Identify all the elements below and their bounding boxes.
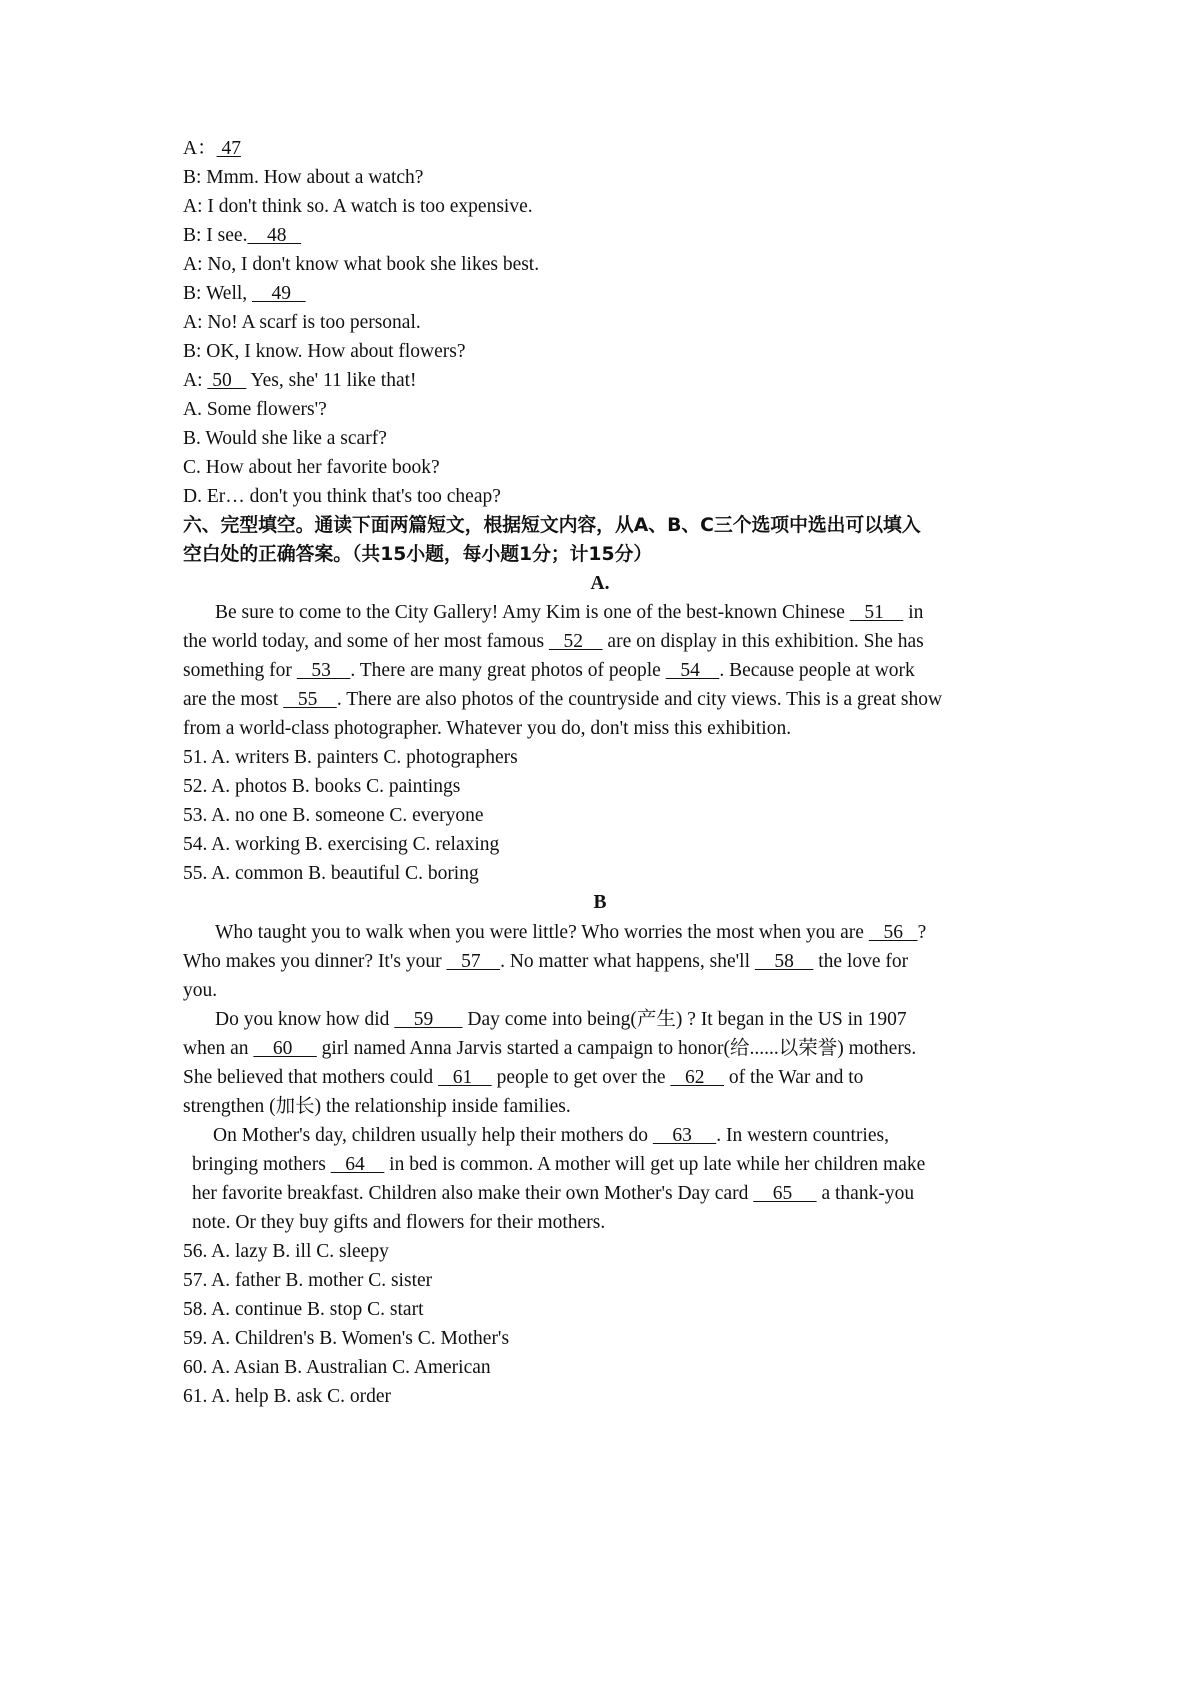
dialogue-text: Yes, she' 11 like that! [246,370,417,391]
dialogue-line [183,278,306,310]
passage-a-line: are the most 55 . There are also photos of the countryside and city views. This is a great show [183,684,942,716]
blank-49: 49 [252,283,306,304]
question-options: 56. A. lazy B. ill C. sleepy [183,1241,389,1262]
dialogue-line [183,191,533,223]
option-line: A. Some flowers'? [183,399,327,420]
question-options: 51. A. writers B. painters C. photographers [183,747,518,768]
passage-b-line: strengthen (加长) the relationship inside families. [183,1096,571,1117]
blank-56: 56 [868,922,918,943]
passage-b-line: She believed that mothers could 61 people to get over the 62 of the War and to [183,1062,863,1094]
blank-54: 54 [665,660,720,681]
question-options: 57. A. father B. mother C. sister [183,1270,433,1291]
dialogue-text: A: I don't think so. A watch is too expensive. [183,196,533,217]
blank-48: 48 [247,225,302,246]
blank-52: 52 [548,631,603,652]
blank-60: 60 [253,1038,317,1059]
dialogue-line [183,336,466,368]
dialogue-text: B: Well, [183,283,253,304]
dialogue-text: A: No, I don't know what book she likes best. [183,254,540,275]
blank-62: 62 [670,1067,725,1088]
blank-51: 51 [849,602,904,623]
blank-57: 57 [446,951,501,972]
dialogue-line [183,162,423,194]
dialogue-text: A： [183,138,217,159]
question-options: 54. A. working B. exercising C. relaxing [183,834,500,855]
blank-64: 64 [330,1154,385,1175]
option-line: B. Would she like a scarf? [183,428,387,449]
question-options: 60. A. Asian B. Australian C. American [183,1357,491,1378]
option-line: C. How about her favorite book? [183,457,440,478]
blank-65: 65 [753,1183,817,1204]
passage-b-line: Who makes you dinner? It's your 57 . No matter what happens, she'll 58 the love for [183,946,908,978]
dialogue-text: B: I see. [183,225,248,246]
dialogue-line [183,365,417,397]
passage-a-title: A. [590,573,610,594]
dialogue-text: A: [183,370,208,391]
dialogue-text: B: Mmm. How about a watch? [183,167,424,188]
dialogue-line [183,133,241,165]
dialogue-text: B: OK, I know. How about flowers? [183,341,466,362]
question-options: 55. A. common B. beautiful C. boring [183,863,479,884]
blank-53: 53 [296,660,351,681]
passage-b-line: Do you know how did 59 Day come into being(产生) ? It began in the US in 1907 [215,1004,907,1036]
passage-b-title: B [593,892,607,913]
option-line: D. Er… don't you think that's too cheap? [183,486,501,507]
blank-63: 63 [652,1125,717,1146]
dialogue-line [183,220,301,252]
blank-61: 61 [438,1067,492,1088]
passage-b-line: On Mother's day, children usually help their mothers do 63 . In western countries, [213,1120,889,1152]
question-options: 61. A. help B. ask C. order [183,1386,391,1407]
passage-b-line: bringing mothers 64 in bed is common. A mother will get up late while her children make [192,1149,925,1181]
question-options: 58. A. continue B. stop C. start [183,1299,424,1320]
passage-b-line: you. [183,980,218,1001]
blank-58: 58 [754,951,814,972]
passage-b-line: when an 60 girl named Anna Jarvis started a campaign to honor(给......以荣誉) mothers. [183,1033,916,1065]
dialogue-line [183,249,539,281]
section-header-line1: 六、完型填空。通读下面两篇短文，根据短文内容，从A、B、C三个选项中选出可以填入 [183,515,921,536]
passage-b-line: note. Or they buy gifts and flowers for their mothers. [192,1212,606,1233]
blank-47: 47 [216,138,241,159]
blank-50: 50 [207,370,247,391]
passage-a-line: something for 53 . There are many great photos of people 54 . Because people at work [183,655,915,687]
passage-a-line: Be sure to come to the City Gallery! Amy Kim is one of the best-known Chinese 51 in [215,597,923,629]
question-options: 59. A. Children's B. Women's C. Mother's [183,1328,510,1349]
passage-b-line: Who taught you to walk when you were little? Who worries the most when you are 56 ? [215,917,926,949]
dialogue-line [183,307,421,339]
passage-b-line: her favorite breakfast. Children also make their own Mother's Day card 65 a thank-you [192,1178,914,1210]
dialogue-text: A: No! A scarf is too personal. [183,312,421,333]
question-options: 52. A. photos B. books C. paintings [183,776,461,797]
question-options: 53. A. no one B. someone C. everyone [183,805,484,826]
passage-a-line: the world today, and some of her most famous 52 are on display in this exhibition. She has [183,626,924,658]
blank-55: 55 [283,689,337,710]
blank-59: 59 [394,1009,463,1030]
passage-a-line: from a world-class photographer. Whatever you do, don't miss this exhibition. [183,718,792,739]
section-header-line2: 空白处的正确答案。（共15小题，每小题1分；计15分） [183,544,653,565]
